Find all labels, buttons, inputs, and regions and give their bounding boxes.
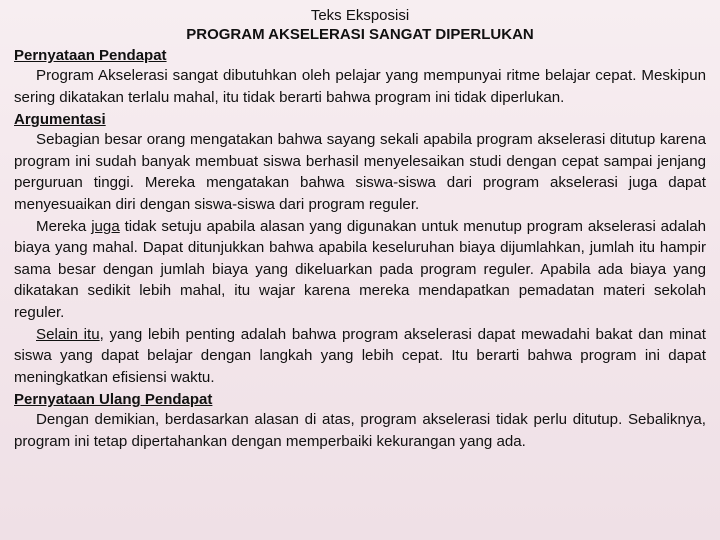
text-segment: Mereka <box>36 217 92 235</box>
heading-pernyataan-ulang: Pernyataan Ulang Pendapat <box>14 391 213 409</box>
heading-pernyataan-pendapat: Pernyataan Pendapat <box>14 47 167 64</box>
text-segment: , yang lebih penting adalah bahwa program akselerasi dapat mewadahi bakat dan minat siswa yang dapat belajar dengan langkah yang lebih cepat. Itu berarti bahwa program ini dapat meningkatkan efisiensi waktu. <box>14 325 706 386</box>
text-type-title: Teks Eksposisi <box>310 7 410 24</box>
document-title: PROGRAM AKSELERASI SANGAT DIPERLUKAN <box>186 26 534 43</box>
heading-argumentasi: Argumentasi <box>14 111 106 129</box>
paragraph-argumentasi-3 <box>14 324 706 389</box>
paragraph-ulang: Dengan demikian, berdasarkan alasan di atas, program akselerasi tidak perlu ditutup. Sebaliknya, program ini tetap dipertahankan dengan memperbaiki kekurangan yang ada. <box>14 411 706 450</box>
paragraph-argumentasi-2 <box>14 216 706 324</box>
paragraph-argumentasi-1: Sebagian besar orang mengatakan bahwa sayang sekali apabila program akselerasi ditutup karena program ini sudah banyak membuat siswa berhasil menyelesaikan studi dengan cepat sampai jenjang perguruan tinggi. Mereka mengatakan bahwa siswa-siswa dari program akselerasi juga dapat menyesuaikan diri dengan siswa-siswa dari program reguler. <box>14 131 706 213</box>
paragraph-pendapat: Program Akselerasi sangat dibutuhkan oleh pelajar yang mempunyai ritme belajar cepat. Meskipun sering dikatakan terlalu mahal, itu tidak berarti bahwa program ini tidak diperlukan. <box>14 67 706 106</box>
underlined-word-juga: juga <box>91 217 120 235</box>
text-segment: tidak setuju apabila alasan yang digunakan untuk menutup program akselerasi adalah biaya yang mahal. Dapat ditunjukkan bahwa apabila keseluruhan biaya dijumlahkan, jumlah itu hampir sama besar dengan jumlah biaya yang dikeluarkan pada program reguler. Apabila ada biaya yang dikatakan sedikit lebih mahal, itu wajar karena mereka mendapatkan pemadatan materi sekolah reguler. <box>14 217 706 321</box>
underlined-phrase-selain-itu: Selain itu <box>36 325 100 343</box>
